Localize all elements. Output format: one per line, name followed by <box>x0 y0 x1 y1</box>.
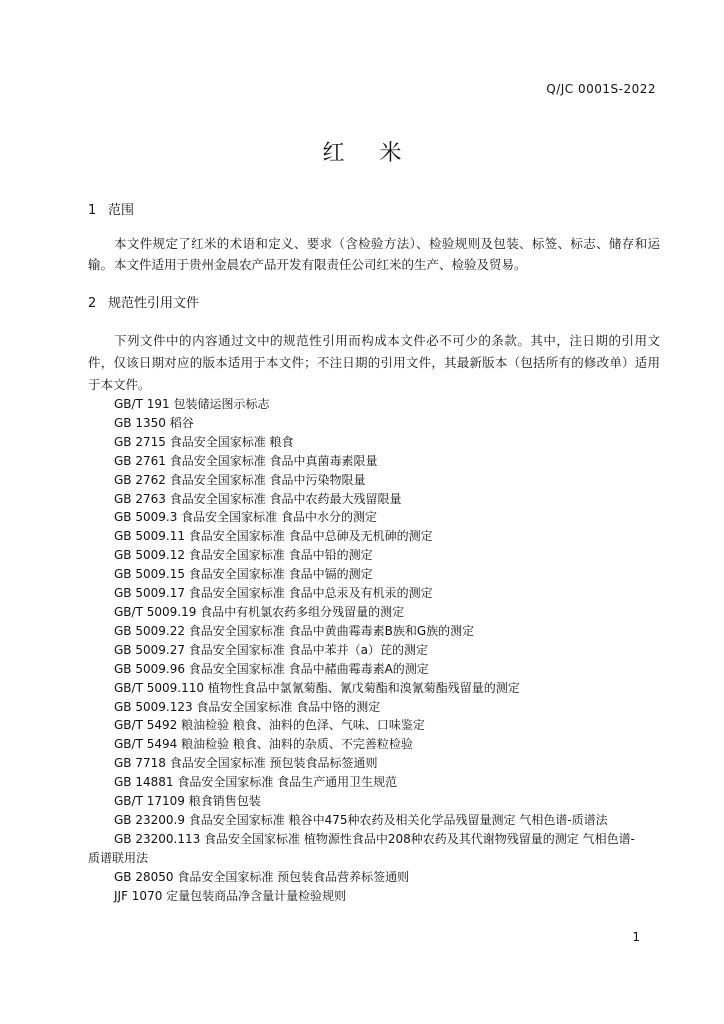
reference-item: GB 2761 食品安全国家标准 食品中真菌毒素限量 <box>114 453 378 468</box>
section-1-paragraph-1: 本文件规定了红米的术语和定义、要求（含检验方法）、检验规则及包装、标签、标志、储存和运输。 <box>88 236 660 272</box>
reference-item: GB 5009.3 食品安全国家标准 食品中水分的测定 <box>114 510 377 525</box>
reference-item: GB 5009.15 食品安全国家标准 食品中镉的测定 <box>114 567 373 582</box>
reference-item: GB 14881 食品安全国家标准 食品生产通用卫生规范 <box>114 775 398 790</box>
section-2-intro: 下列文件中的内容通过文中的规范性引用而构成本文件必不可少的条款。其中，注日期的引用文件，仅该日期对应的版本适用于本文件；不注日期的引用文件，其最新版本（包括所有的修改单）适用于本文件。 <box>88 333 660 392</box>
reference-item-continuation: 质谱联用法 <box>88 850 149 865</box>
reference-item: GB 5009.96 食品安全国家标准 食品中赭曲霉毒素A的测定 <box>114 661 429 676</box>
reference-list <box>88 395 668 905</box>
document-title: 红 米 <box>322 141 416 166</box>
reference-item: GB 5009.17 食品安全国家标准 食品中总汞及有机汞的测定 <box>114 586 433 601</box>
reference-item: GB/T 5009.110 植物性食品中氯氰菊酯、氰戊菊酯和溴氰菊酯残留量的测定 <box>114 680 520 695</box>
page-number: 1 <box>632 930 640 944</box>
reference-item: GB 5009.27 食品安全国家标准 食品中苯并（a）芘的测定 <box>114 642 428 657</box>
reference-item: GB 28050 食品安全国家标准 预包装食品营养标签通则 <box>114 869 410 884</box>
reference-item: GB/T 5494 粮油检验 粮食、油料的杂质、不完善粒检验 <box>114 737 413 752</box>
reference-item: GB/T 5492 粮油检验 粮食、油料的色泽、气味、口味鉴定 <box>114 718 425 733</box>
reference-item: GB/T 17109 粮食销售包装 <box>114 794 261 809</box>
section-1-heading <box>88 199 134 218</box>
reference-item: GB 1350 稻谷 <box>114 415 194 430</box>
reference-item: GB 2715 食品安全国家标准 粮食 <box>114 434 294 449</box>
reference-item: GB 7718 食品安全国家标准 预包装食品标签通则 <box>114 756 378 771</box>
reference-item: GB/T 191 包装储运图示标志 <box>114 397 270 411</box>
reference-item: JJF 1070 定量包装商品净含量计量检验规则 <box>114 888 347 903</box>
reference-item: GB 2762 食品安全国家标准 食品中污染物限量 <box>114 472 366 487</box>
section-2-number: 2 <box>88 296 97 311</box>
section-2-heading <box>88 292 199 311</box>
document-code: Q/JC 0001S-2022 <box>546 82 656 96</box>
reference-item: GB 5009.12 食品安全国家标准 食品中铅的测定 <box>114 548 373 563</box>
reference-item: GB 5009.22 食品安全国家标准 食品中黄曲霉毒素B族和G族的测定 <box>114 623 475 638</box>
section-1-number: 1 <box>88 203 97 218</box>
reference-item: GB 5009.123 食品安全国家标准 食品中铬的测定 <box>114 699 381 714</box>
section-1-paragraph-2: 本文件适用于贵州金晨农产品开发有限责任公司红米的生产、检验及贸易。 <box>114 257 527 272</box>
reference-item: GB 2763 食品安全国家标准 食品中农药最大残留限量 <box>114 491 402 506</box>
reference-item: GB/T 5009.19 食品中有机氯农药多组分残留量的测定 <box>114 604 405 619</box>
reference-item: GB 5009.11 食品安全国家标准 食品中总砷及无机砷的测定 <box>114 529 433 544</box>
reference-item: GB 23200.113 食品安全国家标准 植物源性食品中208种农药及其代谢物残留量的测定 气相色谱- <box>114 831 635 846</box>
section-1-title: 范围 <box>108 203 135 218</box>
section-2-title: 规范性引用文件 <box>108 296 200 311</box>
reference-item: GB 23200.9 食品安全国家标准 粮谷中475种农药及相关化学品残留量测定 气相色谱-质谱法 <box>114 812 608 827</box>
